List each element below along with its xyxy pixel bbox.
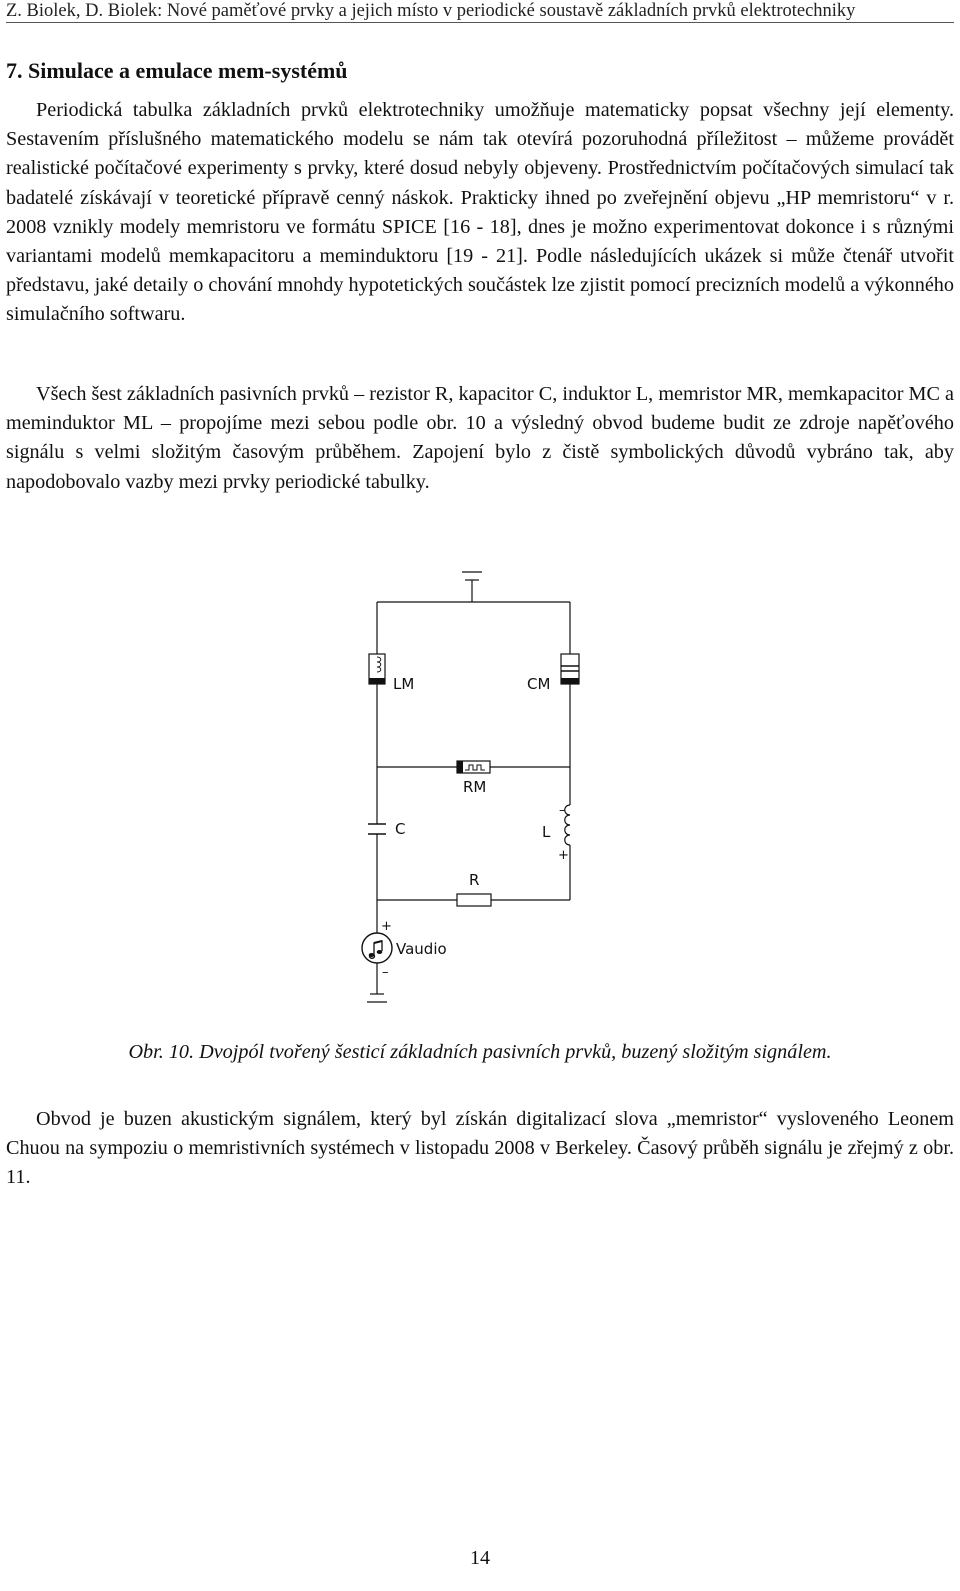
circuit-diagram — [355, 562, 595, 1022]
paragraph-signal: Obvod je buzen akustickým signálem, který byl získán digitalizací slova „memristor“ vysloveného Leonem Chuou na sympoziu o memristivních systémech v listopadu 2008 v Berkeley. Časový průběh signálu je zřejmý z obr. 11. — [6, 1108, 954, 1189]
label-r: R — [469, 871, 480, 889]
label-c: C — [395, 820, 406, 838]
audio-source-icon — [362, 933, 392, 963]
ground-icon-bottom — [367, 994, 387, 1002]
label-rm: RM — [463, 778, 487, 796]
meminductor-icon — [369, 654, 385, 684]
paragraph-intro: Periodická tabulka základních prvků elektrotechniky umožňuje matematicky popsat všechny její elementy. Sestavením příslušného matematického modelu se nám tak otevírá pozoruhodná příležitost – můžeme provádět realistické počítačové experimenty s prvky, které dosud nebyly objeveny. Prostřednictvím počítačových simulací tak badatelé získávají v teoretické přípravě cenný náskok. Prakticky ihned po zveřejnění objevu „HP memristoru“ v r. 2008 vznikly modely memristoru ve formátu SPICE [16 - 18], dnes je možno experimentovat dokonce i s různými variantami modelů memkapacitoru a meminduktoru [19 - 21]. Podle následujících ukázek si může čtenář utvořit představu, jaké detaily o chování mnohdy hypotetických součástek lze zjistit pomocí precizních modelů a výkonného simulačního softwaru. — [6, 99, 954, 326]
inductor-minus: – — [559, 803, 566, 818]
paragraph-circuit: Všech šest základních pasivních prvků – rezistor R, kapacitor C, induktor L, memristor MR, memkapacitor MC a meminduktor ML – propojíme mezi sebou podle obr. 10 a výsledný obvod budeme budit ze zdroje napěťového signálu s velmi složitým časovým průběhem. Zapojení bylo z čistě symbolických důvodů vybráno tak, aby napodobovalo vazby mezi prvky periodické tabulky. — [6, 383, 954, 493]
capacitor-icon — [368, 824, 386, 834]
source-minus: – — [382, 965, 389, 980]
running-header: Z. Biolek, D. Biolek: Nové paměťové prvky a jejich místo v periodické soustavě základních prvků elektrotechniky — [6, 0, 954, 23]
section-title: 7. Simulace a emulace mem-systémů — [6, 58, 348, 83]
page-number: 14 — [470, 1547, 490, 1569]
inductor-icon — [565, 805, 570, 845]
inductor-plus: + — [558, 848, 569, 863]
label-l: L — [542, 823, 551, 841]
label-source: Vaudio — [396, 940, 447, 958]
label-cm: CM — [527, 675, 551, 693]
memcapacitor-icon — [561, 654, 579, 684]
resistor-icon — [457, 894, 491, 906]
label-lm: LM — [393, 675, 415, 693]
memristor-icon — [457, 761, 490, 773]
source-plus: + — [381, 919, 392, 934]
ground-icon-top — [462, 572, 482, 594]
figure-caption: Obr. 10. Dvojpól tvořený šesticí základních pasivních prvků, buzený složitým signálem. — [128, 1041, 832, 1063]
